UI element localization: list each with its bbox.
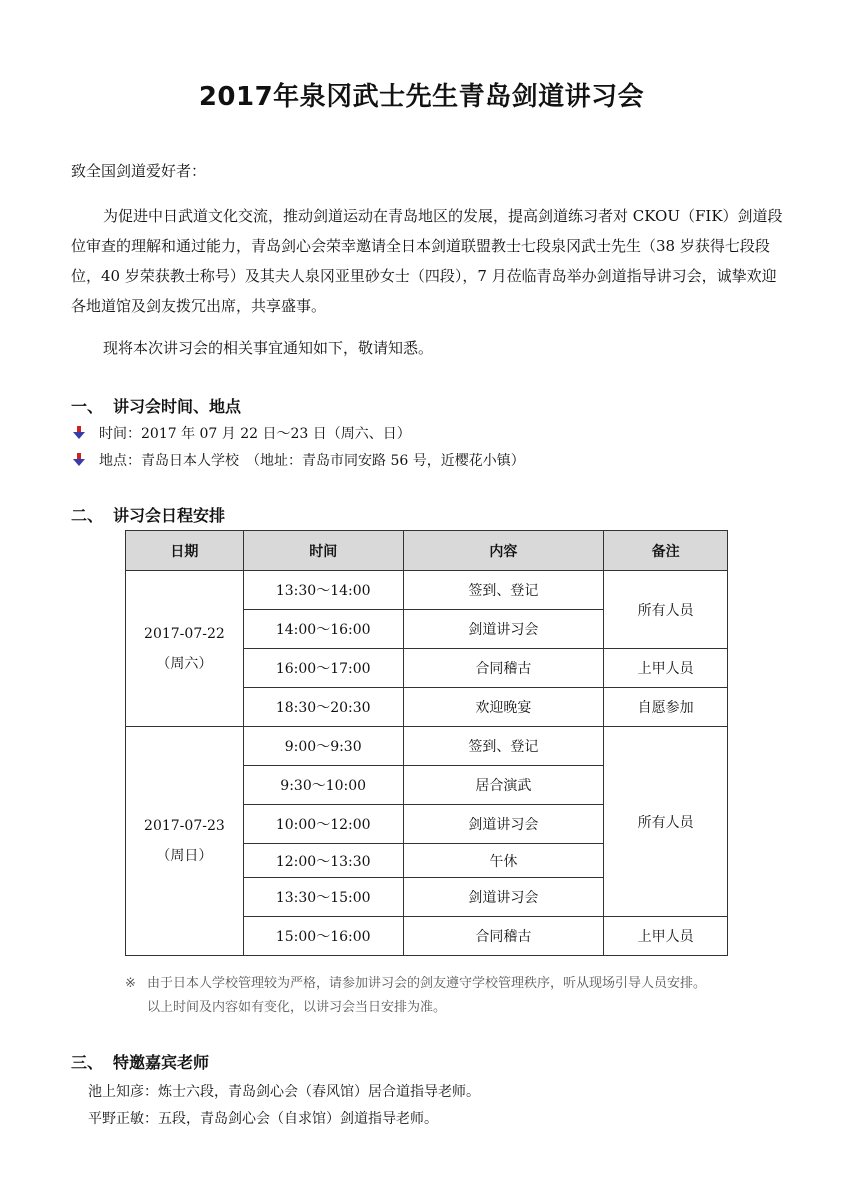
section-heading-time-location <box>71 394 241 417</box>
footnote-line <box>125 996 706 1020</box>
guest-item: 池上知彦：炼士六段，青岛剑心会（春风馆）居合道指导老师。 <box>88 1084 480 1100</box>
section-title: 讲习会日程安排 <box>113 506 226 525</box>
info-text: 时间：2017 年 07 月 22 日～23 日（周六、日） <box>99 426 411 442</box>
info-item-location <box>73 450 525 470</box>
section-heading-guests <box>71 1050 209 1073</box>
weekday-value: （周日） <box>156 848 213 864</box>
time-cell: 9:00～9:30 <box>243 727 403 766</box>
content-cell: 欢迎晚宴 <box>403 688 604 727</box>
content-cell: 剑道讲习会 <box>403 805 604 844</box>
time-cell: 10:00～12:00 <box>243 805 403 844</box>
schedule-table <box>125 530 728 956</box>
section-number: 二、 <box>71 506 104 525</box>
note-cell: 所有人员 <box>604 571 728 649</box>
note-cell: 上甲人员 <box>604 649 728 688</box>
content-cell: 剑道讲习会 <box>403 878 604 917</box>
note-cell: 上甲人员 <box>604 917 728 956</box>
time-cell: 15:00～16:00 <box>243 917 403 956</box>
column-header-time: 时间 <box>243 531 403 571</box>
date-cell-day1 <box>126 571 244 727</box>
section-number: 三、 <box>71 1053 104 1072</box>
content-cell: 合同稽古 <box>403 917 604 956</box>
date-cell-day2 <box>126 727 244 956</box>
section-number: 一、 <box>71 397 104 416</box>
column-header-content: 内容 <box>403 531 604 571</box>
time-cell: 18:30～20:30 <box>243 688 403 727</box>
content-cell: 剑道讲习会 <box>403 610 604 649</box>
time-cell: 12:00～13:30 <box>243 844 403 878</box>
content-cell: 午休 <box>403 844 604 878</box>
content-cell: 签到、登记 <box>403 727 604 766</box>
date-value: 2017-07-22 <box>144 625 225 642</box>
time-cell: 16:00～17:00 <box>243 649 403 688</box>
guest-item: 平野正敏：五段，青岛剑心会（自求馆）剑道指导老师。 <box>88 1111 438 1127</box>
schedule-footnote <box>125 972 706 1020</box>
time-cell: 13:30～14:00 <box>243 571 403 610</box>
salutation: 致全国剑道爱好者： <box>71 162 207 180</box>
content-cell: 居合演武 <box>403 766 604 805</box>
page-title: 2017年泉冈武士先生青岛剑道讲习会 <box>198 82 645 112</box>
time-cell: 13:30～15:00 <box>243 878 403 917</box>
table-header-row <box>126 531 728 571</box>
section-title: 特邀嘉宾老师 <box>113 1053 210 1072</box>
footnote-text: 由于日本人学校管理较为严格，请参加讲习会的剑友遵守学校管理秩序，听从现场引导人员安排。 <box>147 976 707 991</box>
note-cell: 所有人员 <box>604 727 728 917</box>
section-title: 讲习会时间、地点 <box>113 397 242 416</box>
info-item-time <box>73 423 411 443</box>
time-cell: 14:00～16:00 <box>243 610 403 649</box>
weekday-value: （周六） <box>156 655 213 672</box>
date-value: 2017-07-23 <box>144 818 225 834</box>
arrow-bullet-icon <box>73 426 87 440</box>
table-row <box>126 727 728 766</box>
column-header-date: 日期 <box>126 531 244 571</box>
reference-mark-icon: ※ <box>125 976 136 991</box>
footnote-text: 以上时间及内容如有变化，以讲习会当日安排为准。 <box>147 1000 447 1015</box>
section-heading-schedule <box>71 503 225 526</box>
footnote-line <box>125 972 706 996</box>
arrow-bullet-icon <box>73 453 87 467</box>
info-text: 地点：青岛日本人学校 （地址：青岛市同安路 56 号，近樱花小镇） <box>99 453 525 469</box>
content-cell: 签到、登记 <box>403 571 604 610</box>
notice-paragraph: 现将本次讲习会的相关事宜通知如下，敬请知悉。 <box>103 339 434 357</box>
column-header-note: 备注 <box>604 531 728 571</box>
note-cell: 自愿参加 <box>604 688 728 727</box>
content-cell: 合同稽古 <box>403 649 604 688</box>
intro-paragraph: 为促进中日武道文化交流，推动剑道运动在青岛地区的发展，提高剑道练习者对 CKOU（FIK）剑道段位审查的理解和通过能力，青岛剑心会荣幸邀请全日本剑道联盟教士七段泉冈武士先生（38 岁获得七段段位，40 岁荣获教士称号）及其夫人泉冈亚里砂女士（四段），7 月莅临青岛举办剑道指导讲习会，诚挚欢迎各地道馆及剑友拨冗出席，共享盛事。 <box>71 207 783 315</box>
table-row <box>126 571 728 610</box>
time-cell: 9:30～10:00 <box>243 766 403 805</box>
